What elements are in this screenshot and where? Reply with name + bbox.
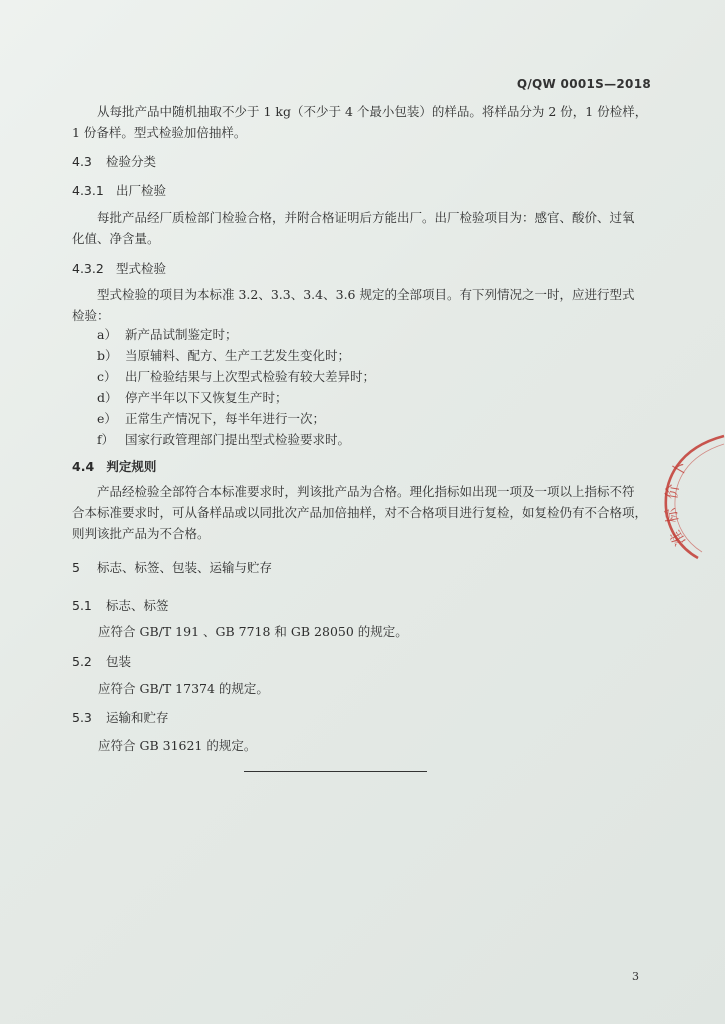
- list-marker: b）: [97, 348, 118, 363]
- section-5-2-heading: [72, 652, 131, 670]
- section-5-2-body: 应符合 GB/T 17374 的规定。: [98, 681, 269, 696]
- section-number: 5.3: [72, 710, 92, 725]
- type-inspection-line-2: 检验：: [72, 308, 110, 323]
- list-text: 国家行政管理部门提出型式检验要求时。: [125, 432, 351, 447]
- list-marker: f）: [97, 432, 115, 447]
- svg-text:价: 价: [662, 482, 683, 501]
- list-marker: a）: [97, 327, 117, 342]
- list-item: [97, 409, 325, 427]
- sampling-line-2: 1 份备样。型式检验加倍抽样。: [72, 125, 247, 140]
- section-5-1-heading: [72, 596, 169, 614]
- section-number: 5.2: [72, 654, 92, 669]
- section-number: 4.3.1: [72, 183, 104, 198]
- section-5-heading: [72, 558, 272, 576]
- list-text: 停产半年以下又恢复生产时；: [125, 390, 288, 405]
- type-inspection-line-1: 型式检验的项目为本标准 3.2、3.3、3.4、3.6 规定的全部项目。有下列情况之一时，应进行型式: [97, 287, 635, 302]
- company-seal-icon: [658, 430, 725, 560]
- list-item: [97, 346, 350, 364]
- svg-text:标: 标: [661, 506, 682, 525]
- page-number: 3: [632, 970, 639, 983]
- section-title: 判定规则: [106, 459, 157, 474]
- section-title: 检验分类: [105, 154, 156, 169]
- section-title: 包装: [105, 654, 131, 669]
- list-marker: e）: [97, 411, 117, 426]
- sampling-line-1: 从每批产品中随机抽取不少于 1 kg（不少于 4 个最小包装）的样品。将样品分为 2 份，1 份检样，: [97, 104, 648, 119]
- section-title: 型式检验: [115, 261, 166, 276]
- list-text: 新产品试制鉴定时；: [125, 327, 238, 342]
- list-marker: c）: [97, 369, 117, 384]
- section-5-3-body: 应符合 GB 31621 的规定。: [98, 738, 257, 753]
- list-item: [97, 430, 350, 448]
- list-text: 正常生产情况下，每半年进行一次；: [125, 411, 326, 426]
- section-title: 运输和贮存: [105, 710, 169, 725]
- svg-text:准: 准: [666, 526, 690, 549]
- section-4-3-1-heading: [72, 181, 166, 199]
- section-title: 标志、标签、包装、运输与贮存: [96, 560, 272, 575]
- section-5-1-body: 应符合 GB/T 191 、GB 7718 和 GB 28050 的规定。: [98, 624, 408, 639]
- list-marker: d）: [97, 390, 118, 405]
- section-title: 出厂检验: [115, 183, 166, 198]
- section-number: 5: [72, 560, 80, 575]
- list-text: 出厂检验结果与上次型式检验有较大差异时；: [125, 369, 376, 384]
- section-5-3-heading: [72, 708, 169, 726]
- end-of-document-rule: [244, 771, 427, 772]
- svg-text:卜: 卜: [667, 457, 691, 480]
- section-number: 4.4: [72, 459, 95, 474]
- factory-inspection-line-2: 化值、净含量。: [72, 231, 160, 246]
- judgement-line-2: 合本标准要求时，可从备样品或以同批次产品加倍抽样，对不合格项目进行复检，如复检仍有不合格项，: [72, 505, 648, 520]
- list-item: [97, 367, 375, 385]
- judgement-line-1: 产品经检验全部符合本标准要求时，判该批产品为合格。理化指标如出现一项及一项以上指标不符: [97, 484, 635, 499]
- judgement-line-3: 则判该批产品为不合格。: [72, 526, 210, 541]
- section-4-3-2-heading: [72, 259, 166, 277]
- section-4-4-heading: [72, 457, 156, 475]
- section-number: 5.1: [72, 598, 92, 613]
- list-item: [97, 325, 238, 343]
- section-number: 4.3.2: [72, 261, 104, 276]
- list-text: 当原辅料、配方、生产工艺发生变化时；: [125, 348, 351, 363]
- section-4-3-heading: [72, 152, 156, 170]
- document-code: Q/QW 0001S—2018: [516, 77, 651, 91]
- section-title: 标志、标签: [105, 598, 169, 613]
- factory-inspection-line-1: 每批产品经厂质检部门检验合格，并附合格证明后方能出厂。出厂检验项目为：感官、酸价、过氧: [97, 210, 635, 225]
- section-number: 4.3: [72, 154, 92, 169]
- list-item: [97, 388, 288, 406]
